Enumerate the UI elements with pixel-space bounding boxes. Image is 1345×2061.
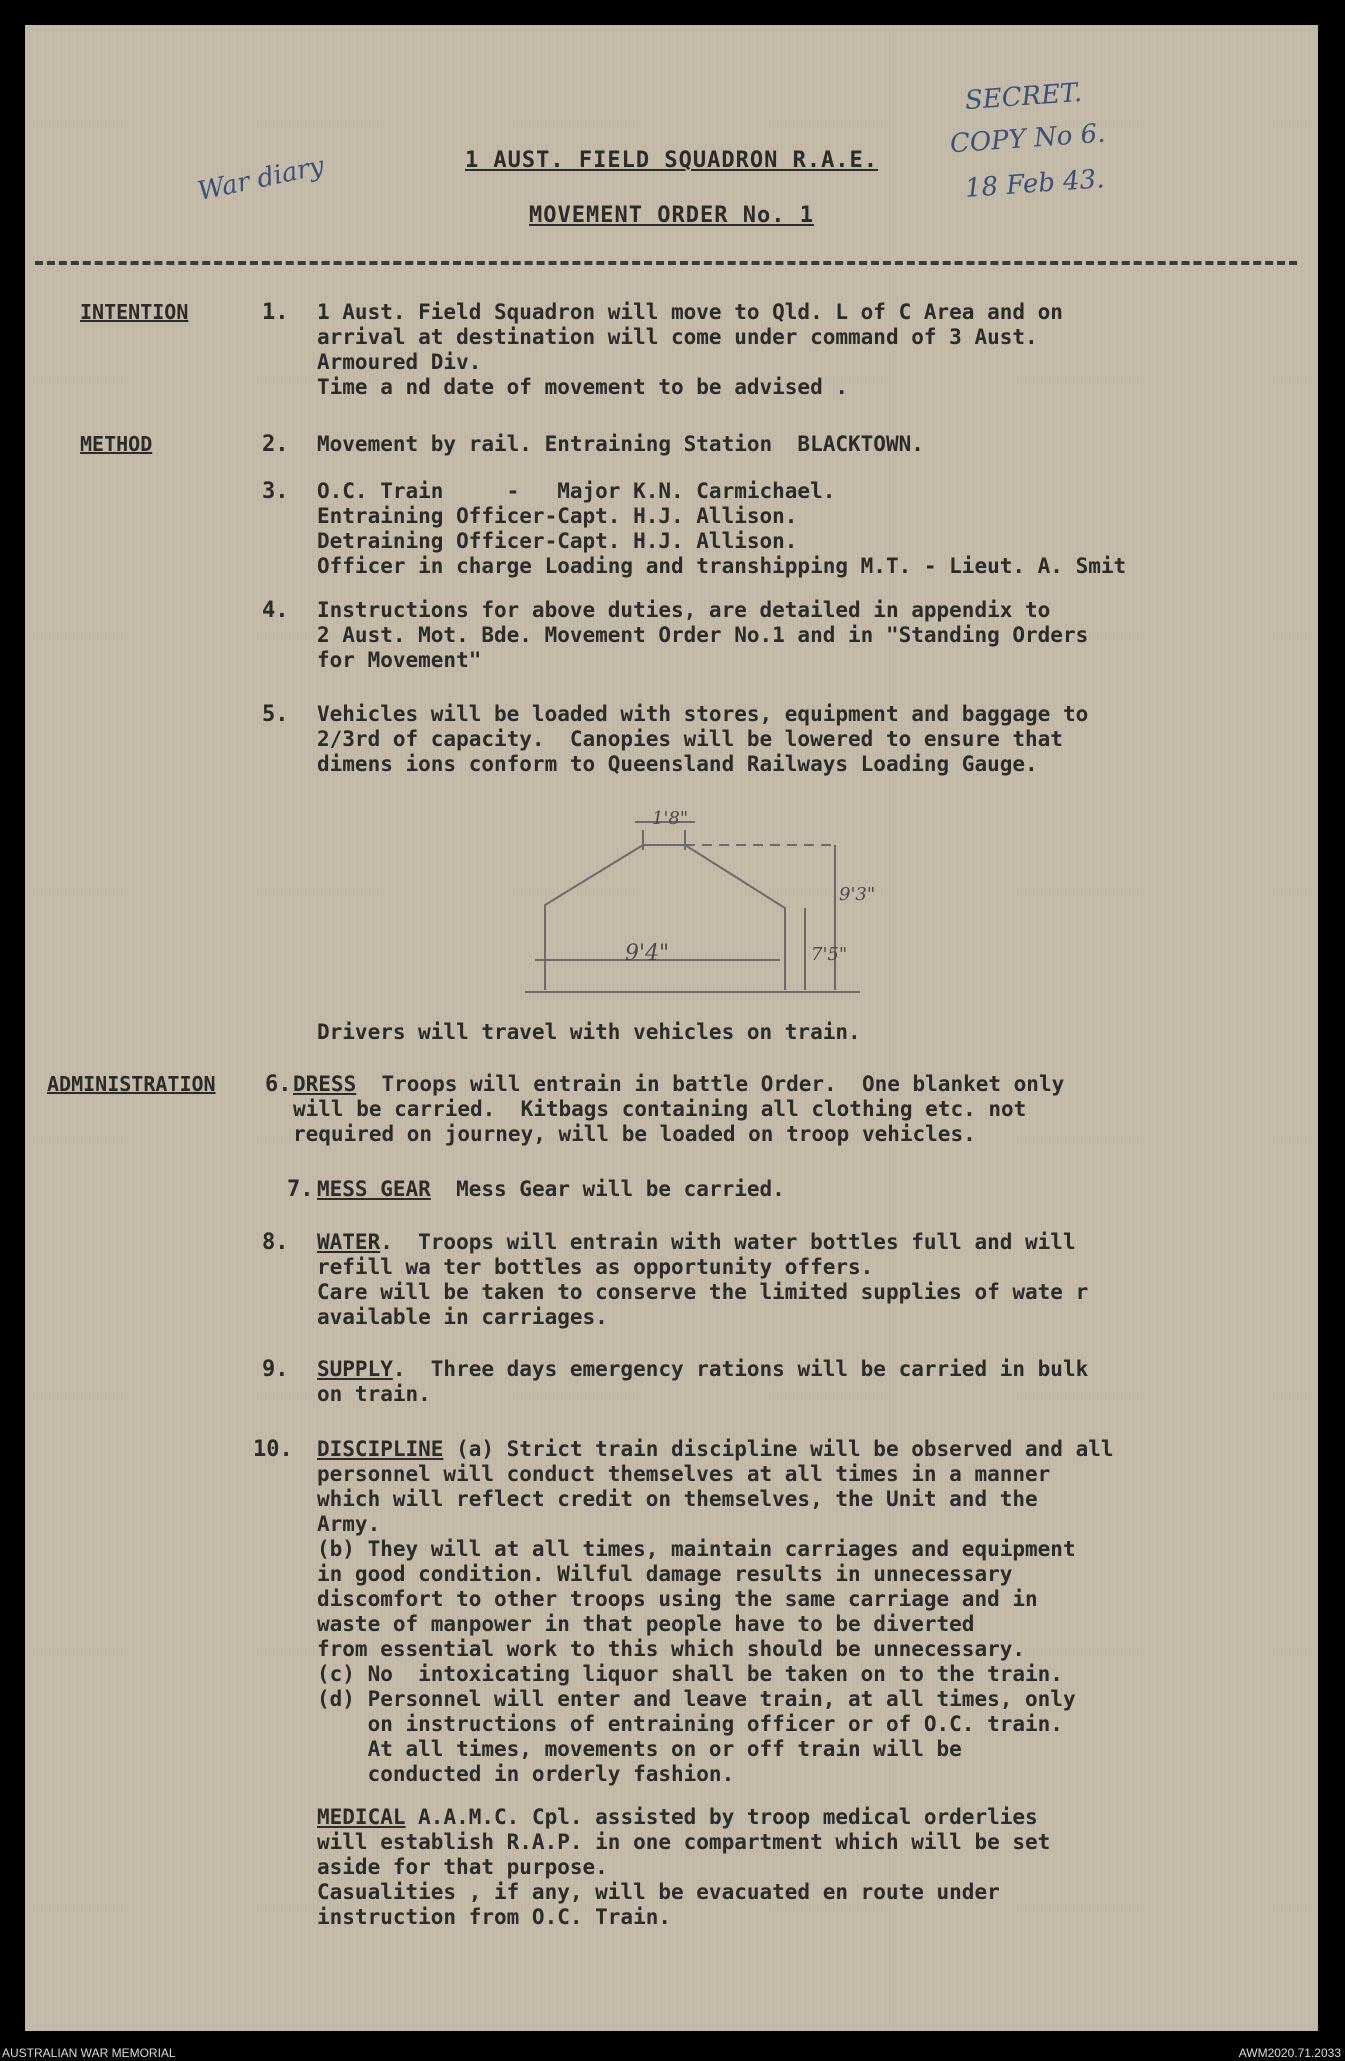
para-5-number: 5. [262, 702, 289, 727]
para-3-number: 3. [262, 479, 289, 504]
section-intention: INTENTION [80, 300, 189, 324]
para-3-text: O.C. Train - Major K.N. Carmichael. Entraining Officer-Capt. H.J. Allison. Detraining Officer-Capt. H.J. Allison. Officer in charge Loading and transhipping M.T. - Lieut. A. Smit [317, 479, 1127, 578]
para-7-heading: MESS GEAR [317, 1177, 431, 1201]
para-8-text: WATER. Troops will entrain with water bottles full and will refill wa ter bottles as opportunity offers. Care will be taken to conserve the limited supplies of wate r available in carriages. [317, 1230, 1089, 1329]
para-1-text: 1 Aust. Field Squadron will move to Qld. L of C Area and on arrival at destination will come under command of 3 Aust. Armoured Div. Time a nd date of movement to be advised . [317, 300, 1063, 399]
sketch-total-height: 9'3" [839, 884, 876, 905]
para-5-drivers: Drivers will travel with vehicles on train. [317, 1020, 861, 1044]
para-1-number: 1. [262, 300, 289, 325]
para-5-text: Vehicles will be loaded with stores, equipment and baggage to 2/3rd of capacity. Canopies will be lowered to ensure that dimens ions conform to Queensland Railways Loading Gauge. [317, 702, 1089, 776]
sketch-base-width: 9'4" [625, 941, 670, 966]
handwritten-secret: SECRET. [964, 77, 1083, 117]
para-6-text: DRESS Troops will entrain in battle Order. One blanket only will be carried. Kitbags containing all clothing etc. not required on journey, will be loaded on troop vehicles. [293, 1072, 1065, 1146]
document-page [25, 25, 1318, 2031]
para-2-text: Movement by rail. Entraining Station BLACKTOWN. [317, 432, 924, 456]
para-9-text: SUPPLY. Three days emergency rations will be carried in bulk on train. [317, 1357, 1089, 1406]
para-4-number: 4. [262, 598, 289, 623]
loading-gauge-sketch [515, 790, 955, 1005]
section-administration: ADMINISTRATION [47, 1072, 216, 1096]
section-method: METHOD [80, 432, 153, 456]
footer-accession-number: AWM2020.71.2033 [1238, 2046, 1341, 2060]
para-6-heading: DRESS [293, 1072, 357, 1096]
handwritten-date: 18 Feb 43. [964, 164, 1106, 204]
para-medical-text: MEDICAL A.A.M.C. Cpl. assisted by troop medical orderlies will establish R.A.P. in one compartment which will be set aside for that purpose. Casualities , if any, will be evacuated en route under instruction from O.C. Train. [317, 1805, 1051, 1929]
para-2-number: 2. [262, 432, 289, 457]
para-8-heading: WATER [317, 1230, 381, 1254]
para-10-text: DISCIPLINE (a) Strict train discipline will be observed and all personnel will conduct themselves at all times in a manner which will reflect credit on themselves, the Unit and the Army. (b) They will at all times, maintain carriages and equipment in good condition. Wilful damage results in unnecessary discomfort to other troops using the same carriage and in waste of manpower in that people have to be diverted from essential work to this which should be unnecessary. (c) No intoxicating liquor shall be taken on to the train. (d) Personnel will enter and leave train, at all times, only on instructions of entraining officer or of O.C. train. At all times, movements on or off train will be conducted in orderly fashion. [317, 1437, 1114, 1786]
handwritten-war-diary: War diary [195, 151, 327, 208]
sketch-top-width: 1'8" [652, 808, 689, 829]
sketch-side-height: 7'5" [811, 944, 848, 965]
para-medical-heading: MEDICAL [317, 1805, 406, 1829]
handwritten-copy-number: COPY No 6. [949, 118, 1107, 160]
unit-title: 1 AUST. FIELD SQUADRON R.A.E. [464, 148, 879, 173]
header-rule [35, 261, 1297, 265]
para-10-heading: DISCIPLINE [317, 1437, 444, 1461]
para-7-text: MESS GEAR Mess Gear will be carried. [317, 1177, 785, 1201]
para-6-number: 6. [265, 1072, 292, 1097]
order-title: MOVEMENT ORDER No. 1 [529, 203, 814, 228]
para-9-heading: SUPPLY [317, 1357, 393, 1381]
para-10-number: 10. [253, 1437, 293, 1462]
para-7-number: 7. [287, 1177, 314, 1202]
para-8-number: 8. [262, 1230, 289, 1255]
para-4-text: Instructions for above duties, are detailed in appendix to 2 Aust. Mot. Bde. Movement Order No.1 and in "Standing Orders for Movement" [317, 598, 1089, 672]
para-9-number: 9. [262, 1357, 289, 1382]
footer-institution: AUSTRALIAN WAR MEMORIAL [2, 2046, 176, 2060]
